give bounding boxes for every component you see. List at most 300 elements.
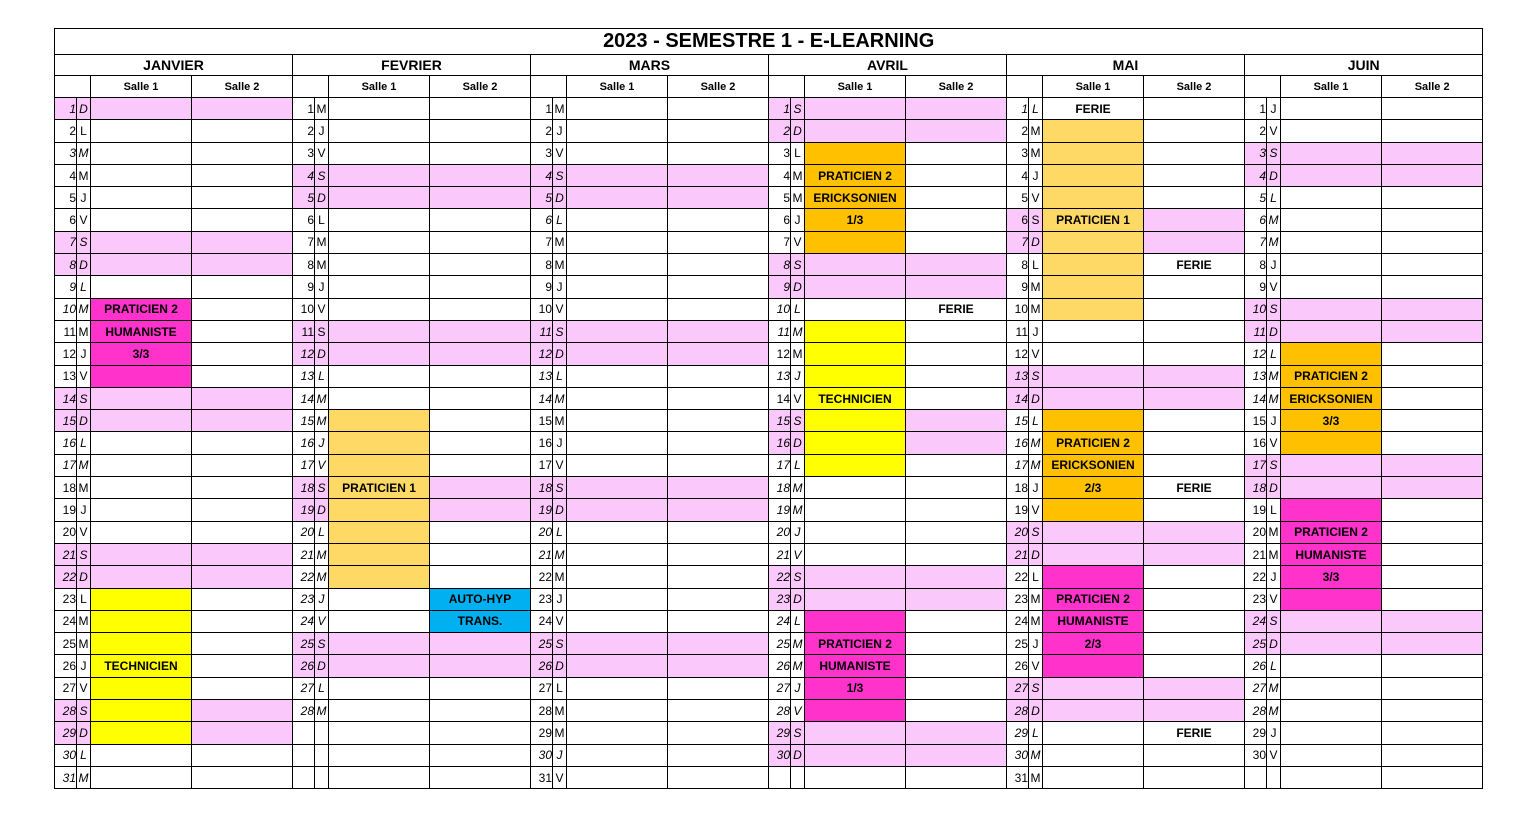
- salle2-cell[interactable]: [1382, 677, 1483, 699]
- salle2-cell[interactable]: [668, 276, 769, 298]
- salle1-cell[interactable]: [567, 254, 668, 276]
- session-cell[interactable]: FERIE: [906, 298, 1007, 320]
- session-cell[interactable]: [1043, 276, 1144, 298]
- salle1-cell[interactable]: [91, 142, 192, 164]
- salle1-cell[interactable]: [1281, 477, 1382, 499]
- salle1-cell[interactable]: [329, 120, 430, 142]
- salle2-cell[interactable]: [906, 700, 1007, 722]
- salle1-cell[interactable]: [1281, 209, 1382, 231]
- salle2-cell[interactable]: [668, 120, 769, 142]
- salle2-cell[interactable]: [1382, 454, 1483, 476]
- session-cell[interactable]: [91, 365, 192, 387]
- salle2-cell[interactable]: [430, 164, 531, 186]
- salle1-cell[interactable]: [1043, 744, 1144, 766]
- session-cell[interactable]: [329, 566, 430, 588]
- salle2-cell[interactable]: [430, 543, 531, 565]
- session-cell[interactable]: [805, 365, 906, 387]
- salle2-cell[interactable]: [668, 365, 769, 387]
- salle2-cell[interactable]: [192, 276, 293, 298]
- salle2-cell[interactable]: [1382, 343, 1483, 365]
- salle1-cell[interactable]: [567, 722, 668, 744]
- salle1-cell[interactable]: [1043, 521, 1144, 543]
- salle1-cell[interactable]: [1281, 454, 1382, 476]
- salle2-cell[interactable]: [1382, 231, 1483, 253]
- salle2-cell[interactable]: [192, 766, 293, 788]
- salle2-cell[interactable]: [192, 744, 293, 766]
- salle2-cell[interactable]: [906, 677, 1007, 699]
- salle2-cell[interactable]: [906, 477, 1007, 499]
- salle1-cell[interactable]: [329, 677, 430, 699]
- salle2-cell[interactable]: [668, 766, 769, 788]
- salle2-cell[interactable]: [192, 499, 293, 521]
- salle2-cell[interactable]: [1382, 722, 1483, 744]
- salle2-cell[interactable]: [668, 164, 769, 186]
- salle1-cell[interactable]: [91, 254, 192, 276]
- session-cell[interactable]: [805, 454, 906, 476]
- salle2-cell[interactable]: [1382, 365, 1483, 387]
- salle2-cell[interactable]: [192, 142, 293, 164]
- salle2-cell[interactable]: [192, 454, 293, 476]
- salle2-cell[interactable]: [1144, 633, 1245, 655]
- salle1-cell[interactable]: [1281, 722, 1382, 744]
- salle1-cell[interactable]: [329, 164, 430, 186]
- session-cell[interactable]: [1281, 432, 1382, 454]
- salle2-cell[interactable]: [1382, 655, 1483, 677]
- salle1-cell[interactable]: [329, 365, 430, 387]
- session-cell[interactable]: [91, 633, 192, 655]
- session-cell[interactable]: [805, 320, 906, 342]
- salle2-cell[interactable]: [1144, 610, 1245, 632]
- session-cell[interactable]: [1281, 588, 1382, 610]
- salle2-cell[interactable]: [906, 454, 1007, 476]
- salle2-cell[interactable]: [192, 209, 293, 231]
- salle2-cell[interactable]: [1382, 610, 1483, 632]
- salle2-cell[interactable]: [906, 543, 1007, 565]
- salle2-cell[interactable]: [430, 700, 531, 722]
- salle2-cell[interactable]: [1144, 120, 1245, 142]
- salle1-cell[interactable]: [329, 142, 430, 164]
- session-cell[interactable]: ERICKSONIEN: [1281, 387, 1382, 409]
- session-cell[interactable]: [805, 432, 906, 454]
- salle2-cell[interactable]: [668, 521, 769, 543]
- session-cell[interactable]: [1043, 410, 1144, 432]
- salle2-cell[interactable]: [906, 120, 1007, 142]
- salle2-cell[interactable]: [1382, 410, 1483, 432]
- salle2-cell[interactable]: [668, 610, 769, 632]
- salle2-cell[interactable]: [430, 187, 531, 209]
- salle1-cell[interactable]: [1281, 254, 1382, 276]
- salle2-cell[interactable]: [1382, 633, 1483, 655]
- session-cell[interactable]: [1043, 142, 1144, 164]
- salle1-cell[interactable]: [805, 722, 906, 744]
- session-cell[interactable]: HUMANISTE: [1281, 543, 1382, 565]
- salle2-cell[interactable]: [906, 432, 1007, 454]
- session-cell[interactable]: [1043, 298, 1144, 320]
- salle2-cell[interactable]: [192, 365, 293, 387]
- salle1-cell[interactable]: [805, 499, 906, 521]
- salle2-cell[interactable]: [906, 744, 1007, 766]
- salle1-cell[interactable]: [329, 298, 430, 320]
- salle2-cell[interactable]: [430, 98, 531, 120]
- salle1-cell[interactable]: [329, 343, 430, 365]
- session-cell[interactable]: [805, 142, 906, 164]
- salle1-cell[interactable]: [1043, 365, 1144, 387]
- salle2-cell[interactable]: [1382, 766, 1483, 788]
- salle1-cell[interactable]: [91, 766, 192, 788]
- salle1-cell[interactable]: [1281, 120, 1382, 142]
- salle1-cell[interactable]: [329, 276, 430, 298]
- salle1-cell[interactable]: [329, 387, 430, 409]
- session-cell[interactable]: [91, 700, 192, 722]
- salle2-cell[interactable]: [906, 387, 1007, 409]
- salle2-cell[interactable]: [1382, 98, 1483, 120]
- session-cell[interactable]: [329, 543, 430, 565]
- salle2-cell[interactable]: [668, 633, 769, 655]
- salle2-cell[interactable]: [1144, 543, 1245, 565]
- salle1-cell[interactable]: [1043, 766, 1144, 788]
- session-cell[interactable]: [805, 700, 906, 722]
- salle2-cell[interactable]: [906, 499, 1007, 521]
- salle2-cell[interactable]: [668, 298, 769, 320]
- session-cell[interactable]: TECHNICIEN: [805, 387, 906, 409]
- salle2-cell[interactable]: [1144, 410, 1245, 432]
- session-cell[interactable]: PRATICIEN 1: [1043, 209, 1144, 231]
- salle1-cell[interactable]: [1281, 276, 1382, 298]
- salle2-cell[interactable]: [1144, 566, 1245, 588]
- session-cell[interactable]: [1043, 187, 1144, 209]
- salle2-cell[interactable]: [192, 610, 293, 632]
- session-cell[interactable]: HUMANISTE: [91, 320, 192, 342]
- salle2-cell[interactable]: [1382, 744, 1483, 766]
- salle2-cell[interactable]: [1144, 187, 1245, 209]
- salle1-cell[interactable]: [567, 365, 668, 387]
- salle1-cell[interactable]: [805, 298, 906, 320]
- salle2-cell[interactable]: [430, 655, 531, 677]
- salle2-cell[interactable]: [668, 677, 769, 699]
- salle2-cell[interactable]: [1382, 164, 1483, 186]
- salle1-cell[interactable]: [1281, 320, 1382, 342]
- salle2-cell[interactable]: [192, 521, 293, 543]
- salle1-cell[interactable]: [91, 744, 192, 766]
- salle1-cell[interactable]: [91, 410, 192, 432]
- session-cell[interactable]: 2/3: [1043, 477, 1144, 499]
- salle1-cell[interactable]: [805, 120, 906, 142]
- salle2-cell[interactable]: [906, 98, 1007, 120]
- session-cell[interactable]: 3/3: [91, 343, 192, 365]
- salle1-cell[interactable]: [567, 432, 668, 454]
- salle1-cell[interactable]: [1281, 633, 1382, 655]
- salle2-cell[interactable]: [1382, 254, 1483, 276]
- salle1-cell[interactable]: [329, 610, 430, 632]
- session-cell[interactable]: [1043, 566, 1144, 588]
- salle1-cell[interactable]: [91, 276, 192, 298]
- session-cell[interactable]: PRATICIEN 1: [329, 477, 430, 499]
- salle1-cell[interactable]: [567, 187, 668, 209]
- salle2-cell[interactable]: [192, 343, 293, 365]
- salle1-cell[interactable]: [329, 254, 430, 276]
- session-cell[interactable]: [1281, 343, 1382, 365]
- salle2-cell[interactable]: [906, 766, 1007, 788]
- salle1-cell[interactable]: [805, 98, 906, 120]
- salle2-cell[interactable]: [906, 610, 1007, 632]
- salle1-cell[interactable]: [91, 209, 192, 231]
- salle2-cell[interactable]: [1382, 432, 1483, 454]
- salle1-cell[interactable]: [1043, 387, 1144, 409]
- salle2-cell[interactable]: [1144, 320, 1245, 342]
- session-cell[interactable]: ERICKSONIEN: [805, 187, 906, 209]
- salle1-cell[interactable]: [1281, 98, 1382, 120]
- salle2-cell[interactable]: [1382, 142, 1483, 164]
- salle1-cell[interactable]: [1043, 320, 1144, 342]
- salle1-cell[interactable]: [329, 744, 430, 766]
- salle2-cell[interactable]: [1144, 142, 1245, 164]
- salle2-cell[interactable]: [192, 588, 293, 610]
- salle1-cell[interactable]: [329, 209, 430, 231]
- session-cell[interactable]: [329, 521, 430, 543]
- salle1-cell[interactable]: [567, 766, 668, 788]
- salle2-cell[interactable]: [430, 231, 531, 253]
- salle1-cell[interactable]: [1281, 187, 1382, 209]
- salle2-cell[interactable]: [906, 254, 1007, 276]
- salle2-cell[interactable]: [192, 543, 293, 565]
- salle1-cell[interactable]: [91, 98, 192, 120]
- salle1-cell[interactable]: [805, 566, 906, 588]
- salle1-cell[interactable]: [91, 164, 192, 186]
- salle2-cell[interactable]: [430, 387, 531, 409]
- session-cell[interactable]: AUTO-HYP: [430, 588, 531, 610]
- session-cell[interactable]: PRATICIEN 2: [805, 164, 906, 186]
- salle1-cell[interactable]: [567, 655, 668, 677]
- salle1-cell[interactable]: [567, 477, 668, 499]
- salle2-cell[interactable]: [192, 410, 293, 432]
- salle2-cell[interactable]: [1382, 588, 1483, 610]
- salle1-cell[interactable]: [1281, 700, 1382, 722]
- salle1-cell[interactable]: [567, 320, 668, 342]
- salle2-cell[interactable]: [430, 320, 531, 342]
- salle2-cell[interactable]: [668, 499, 769, 521]
- salle2-cell[interactable]: [430, 677, 531, 699]
- salle1-cell[interactable]: [567, 588, 668, 610]
- salle2-cell[interactable]: [906, 164, 1007, 186]
- salle2-cell[interactable]: [906, 343, 1007, 365]
- salle2-cell[interactable]: [1382, 477, 1483, 499]
- salle2-cell[interactable]: [1144, 499, 1245, 521]
- salle1-cell[interactable]: [1281, 655, 1382, 677]
- salle2-cell[interactable]: [430, 477, 531, 499]
- salle2-cell[interactable]: [1382, 566, 1483, 588]
- salle2-cell[interactable]: [1144, 98, 1245, 120]
- session-cell[interactable]: [1043, 164, 1144, 186]
- session-cell[interactable]: [1043, 231, 1144, 253]
- salle2-cell[interactable]: [668, 477, 769, 499]
- salle1-cell[interactable]: [567, 276, 668, 298]
- salle2-cell[interactable]: [1382, 298, 1483, 320]
- salle2-cell[interactable]: [430, 499, 531, 521]
- salle1-cell[interactable]: [567, 677, 668, 699]
- salle2-cell[interactable]: [430, 365, 531, 387]
- salle1-cell[interactable]: [91, 120, 192, 142]
- session-cell[interactable]: [1043, 254, 1144, 276]
- salle2-cell[interactable]: [906, 209, 1007, 231]
- salle1-cell[interactable]: [567, 298, 668, 320]
- salle2-cell[interactable]: [668, 700, 769, 722]
- salle2-cell[interactable]: [668, 655, 769, 677]
- salle2-cell[interactable]: [192, 254, 293, 276]
- salle2-cell[interactable]: [1382, 320, 1483, 342]
- salle2-cell[interactable]: [430, 209, 531, 231]
- salle1-cell[interactable]: [329, 655, 430, 677]
- salle2-cell[interactable]: [192, 98, 293, 120]
- salle2-cell[interactable]: [668, 187, 769, 209]
- salle1-cell[interactable]: [567, 521, 668, 543]
- salle2-cell[interactable]: [1382, 499, 1483, 521]
- salle2-cell[interactable]: [668, 254, 769, 276]
- salle2-cell[interactable]: [668, 566, 769, 588]
- salle2-cell[interactable]: [430, 454, 531, 476]
- salle1-cell[interactable]: [567, 98, 668, 120]
- session-cell[interactable]: 1/3: [805, 677, 906, 699]
- session-cell[interactable]: PRATICIEN 2: [805, 633, 906, 655]
- salle1-cell[interactable]: [1281, 298, 1382, 320]
- salle2-cell[interactable]: [430, 298, 531, 320]
- salle2-cell[interactable]: [906, 566, 1007, 588]
- session-cell[interactable]: [1043, 655, 1144, 677]
- salle1-cell[interactable]: [567, 410, 668, 432]
- session-cell[interactable]: [805, 343, 906, 365]
- salle2-cell[interactable]: [668, 744, 769, 766]
- salle2-cell[interactable]: [430, 142, 531, 164]
- salle2-cell[interactable]: [1144, 365, 1245, 387]
- salle2-cell[interactable]: [1382, 209, 1483, 231]
- salle2-cell[interactable]: [192, 655, 293, 677]
- salle1-cell[interactable]: [91, 521, 192, 543]
- salle1-cell[interactable]: [1281, 610, 1382, 632]
- salle2-cell[interactable]: [1144, 387, 1245, 409]
- salle2-cell[interactable]: [192, 633, 293, 655]
- salle1-cell[interactable]: [329, 700, 430, 722]
- salle1-cell[interactable]: [805, 254, 906, 276]
- session-cell[interactable]: [91, 722, 192, 744]
- session-cell[interactable]: TRANS.: [430, 610, 531, 632]
- session-cell[interactable]: 3/3: [1281, 410, 1382, 432]
- salle1-cell[interactable]: [329, 766, 430, 788]
- salle1-cell[interactable]: [329, 633, 430, 655]
- salle1-cell[interactable]: [329, 98, 430, 120]
- session-cell[interactable]: PRATICIEN 2: [1281, 521, 1382, 543]
- salle2-cell[interactable]: [906, 633, 1007, 655]
- salle2-cell[interactable]: [1144, 744, 1245, 766]
- session-cell[interactable]: [1043, 499, 1144, 521]
- salle2-cell[interactable]: [668, 588, 769, 610]
- salle1-cell[interactable]: [1281, 744, 1382, 766]
- salle2-cell[interactable]: [1144, 521, 1245, 543]
- salle2-cell[interactable]: [1382, 521, 1483, 543]
- salle1-cell[interactable]: [91, 387, 192, 409]
- salle2-cell[interactable]: [906, 320, 1007, 342]
- salle2-cell[interactable]: [906, 722, 1007, 744]
- salle2-cell[interactable]: [906, 142, 1007, 164]
- salle2-cell[interactable]: [1144, 454, 1245, 476]
- session-cell[interactable]: [1281, 499, 1382, 521]
- salle2-cell[interactable]: [192, 120, 293, 142]
- session-cell[interactable]: 2/3: [1043, 633, 1144, 655]
- salle1-cell[interactable]: [805, 588, 906, 610]
- salle2-cell[interactable]: [430, 744, 531, 766]
- salle1-cell[interactable]: [567, 566, 668, 588]
- salle2-cell[interactable]: [668, 387, 769, 409]
- salle2-cell[interactable]: [430, 432, 531, 454]
- salle1-cell[interactable]: [1043, 343, 1144, 365]
- salle1-cell[interactable]: [567, 209, 668, 231]
- salle1-cell[interactable]: [567, 744, 668, 766]
- salle2-cell[interactable]: [192, 677, 293, 699]
- salle2-cell[interactable]: [1144, 700, 1245, 722]
- salle1-cell[interactable]: [567, 343, 668, 365]
- salle1-cell[interactable]: [91, 499, 192, 521]
- salle2-cell[interactable]: [906, 655, 1007, 677]
- salle2-cell[interactable]: [430, 343, 531, 365]
- salle2-cell[interactable]: [192, 722, 293, 744]
- session-cell[interactable]: [805, 610, 906, 632]
- salle2-cell[interactable]: [906, 276, 1007, 298]
- salle1-cell[interactable]: [567, 543, 668, 565]
- salle2-cell[interactable]: [192, 298, 293, 320]
- salle1-cell[interactable]: [91, 566, 192, 588]
- salle2-cell[interactable]: [906, 187, 1007, 209]
- salle2-cell[interactable]: [1382, 276, 1483, 298]
- session-cell[interactable]: PRATICIEN 2: [1281, 365, 1382, 387]
- salle2-cell[interactable]: [1382, 387, 1483, 409]
- salle2-cell[interactable]: [192, 566, 293, 588]
- salle2-cell[interactable]: [192, 231, 293, 253]
- salle2-cell[interactable]: [1144, 677, 1245, 699]
- salle1-cell[interactable]: [805, 521, 906, 543]
- salle2-cell[interactable]: [192, 432, 293, 454]
- salle2-cell[interactable]: [668, 231, 769, 253]
- salle1-cell[interactable]: [805, 744, 906, 766]
- salle1-cell[interactable]: [1281, 677, 1382, 699]
- salle1-cell[interactable]: [329, 722, 430, 744]
- salle2-cell[interactable]: [668, 722, 769, 744]
- salle2-cell[interactable]: [668, 454, 769, 476]
- salle2-cell[interactable]: [430, 410, 531, 432]
- salle1-cell[interactable]: [805, 276, 906, 298]
- salle2-cell[interactable]: [1144, 766, 1245, 788]
- salle1-cell[interactable]: [91, 543, 192, 565]
- salle2-cell[interactable]: [668, 432, 769, 454]
- salle2-cell[interactable]: [430, 276, 531, 298]
- salle2-cell[interactable]: [668, 142, 769, 164]
- salle2-cell[interactable]: [1144, 209, 1245, 231]
- salle1-cell[interactable]: [91, 477, 192, 499]
- salle2-cell[interactable]: [192, 320, 293, 342]
- salle2-cell[interactable]: [192, 187, 293, 209]
- salle1-cell[interactable]: [567, 610, 668, 632]
- salle1-cell[interactable]: [567, 164, 668, 186]
- session-cell[interactable]: FERIE: [1043, 98, 1144, 120]
- salle2-cell[interactable]: [1382, 543, 1483, 565]
- salle1-cell[interactable]: [91, 454, 192, 476]
- session-cell[interactable]: ERICKSONIEN: [1043, 454, 1144, 476]
- session-cell[interactable]: PRATICIEN 2: [1043, 588, 1144, 610]
- session-cell[interactable]: [329, 499, 430, 521]
- salle1-cell[interactable]: [329, 320, 430, 342]
- salle1-cell[interactable]: [567, 231, 668, 253]
- session-cell[interactable]: [91, 677, 192, 699]
- salle2-cell[interactable]: [1382, 120, 1483, 142]
- salle2-cell[interactable]: [668, 98, 769, 120]
- salle2-cell[interactable]: [1144, 343, 1245, 365]
